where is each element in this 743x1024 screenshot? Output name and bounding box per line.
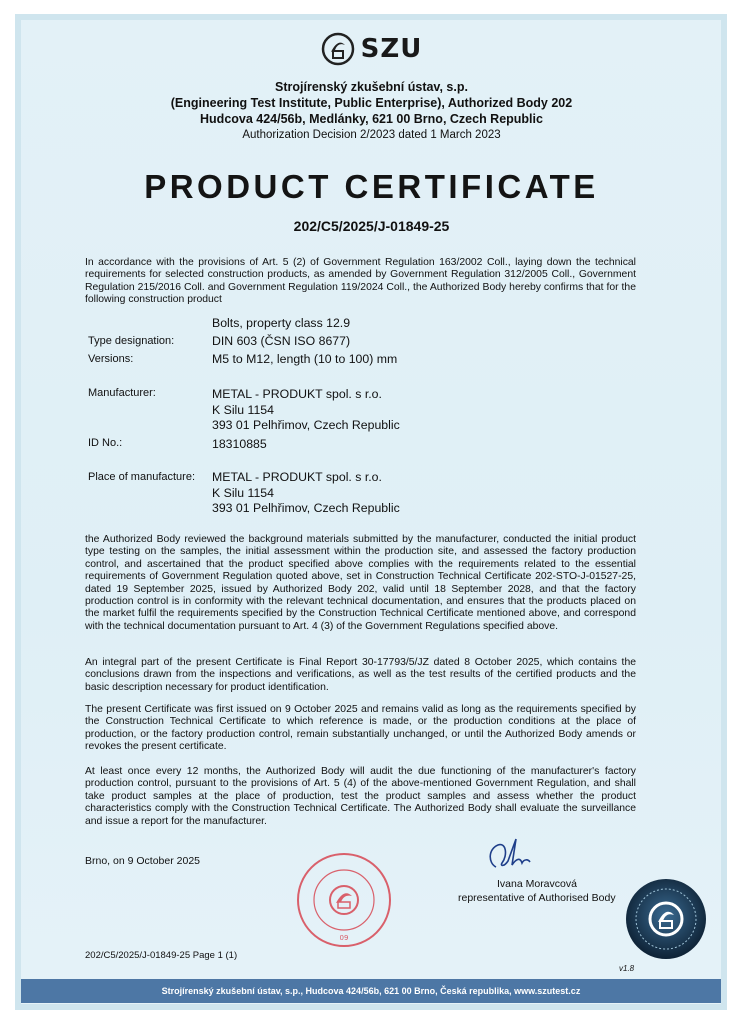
type-label: Type designation: [88, 335, 175, 347]
szu-hologram-seal [625, 878, 707, 960]
validity-paragraph: The present Certificate was first issued on 9 October 2025 and remains valid as long as the requirements specified by the Construction Technical Certificate to which reference is made, or the production conditions at the place of production, or the factory production control, remain substantially unchanged, or until the Authorized Body amends or revokes the present certificate. [85, 704, 636, 753]
place-line1: METAL - PRODUKT spol. s r.o. [212, 470, 382, 484]
page-info: 202/C5/2025/J-01849-25 Page 1 (1) [85, 950, 238, 961]
document-title: PRODUCT CERTIFICATE [144, 168, 599, 205]
footer-address: Strojírenský zkušební ústav, s.p., Hudcova 424/56b, 621 00 Brno, Česká republika, www.szutest.cz [161, 986, 581, 996]
place-label: Place of manufacture: [88, 471, 196, 483]
szu-logo [0, 32, 743, 66]
id-label: ID No.: [88, 437, 123, 449]
manufacturer-line2: K Silu 1154 [212, 403, 274, 417]
form-version: v1.8 [619, 964, 635, 973]
logo-text: SZU [360, 34, 423, 64]
manufacturer-line1: METAL - PRODUKT spol. s r.o. [212, 387, 382, 401]
handwritten-signature [482, 833, 552, 875]
assessment-paragraph: the Authorized Body reviewed the background materials submitted by the manufacturer, conducted the initial product type testing on the samples, the initial assessment within the production site, and assessed the factory production control, and ascertained that the product specified above complies with the requirements related to the essential requirements of Government Regulation quoted above, set in Construction Technical Certificate 202-STO-J-01527-25, dated 19 September 2025, issued by Authorized Body 202, valid until 18 September 2028, and that the factory production control is in conformity with the relevant technical documentation, and ensures that the products placed on the market fulfil the requirements specified by the Construction Technical Certificate mentioned above, and correspond with the technical documentation pursuant to Art. 4 (3) of the Government Regulations specified above. [85, 534, 636, 632]
signatory-role: representative of Authorised Body [458, 892, 616, 904]
surveillance-paragraph: At least once every 12 months, the Authorized Body will audit the due functioning of the manufacturer's factory production control, pursuant to the provisions of Art. 5 (4) of the above-mentioned Government Regulation, and shall take product samples at the place of production, test the product samples and assess whether the product characteristics comply with the Construction Technical Certificate. The Authorized Body shall evaluate the surveillance and issue a report for the manufacturer. [85, 766, 636, 827]
final-report-paragraph: An integral part of the present Certificate is Final Report 30-17793/5/JZ dated 8 October 2025, which contains the conclusions drawn from the inspections and verifications, as well as the test results of the certified products and the basic description necessary for product identification. [85, 657, 636, 693]
footer-bar [21, 979, 721, 1003]
authorization-decision: Authorization Decision 2/2023 dated 1 March 2023 [242, 129, 501, 141]
signatory-name: Ivana Moravcová [497, 878, 577, 890]
manufacturer-line3: 393 01 Pelhřimov, Czech Republic [212, 418, 400, 432]
place-and-date: Brno, on 9 October 2025 [85, 855, 200, 867]
manufacturer-label: Manufacturer: [88, 387, 156, 399]
id-value: 18310885 [212, 437, 267, 451]
place-line2: K Silu 1154 [212, 486, 274, 500]
issuer-description: (Engineering Test Institute, Public Enterprise), Authorized Body 202 [170, 96, 573, 110]
type-value: DIN 603 (ČSN ISO 8677) [212, 334, 351, 348]
issuer-name: Strojírenský zkušební ústav, s.p. [275, 80, 468, 94]
authorized-body-stamp [284, 850, 404, 950]
versions-value: M5 to M12, length (10 to 100) mm [212, 352, 398, 366]
place-line3: 393 01 Pelhřimov, Czech Republic [212, 501, 400, 515]
product-name: Bolts, property class 12.9 [212, 316, 351, 330]
intro-paragraph: In accordance with the provisions of Art. 5 (2) of Government Regulation 163/2002 Coll., laying down the technical requirements for selected construction products, as amended by Government Regulation 312/2005 Coll., Government Regulation 215/2016 Coll. and Government Regulation 119/2024 Coll., the Authorized Body hereby confirms that for the following construction product [85, 257, 636, 306]
szu-logo-icon [321, 32, 355, 66]
issuer-address: Hudcova 424/56b, Medlánky, 621 00 Brno, Czech Republic [200, 112, 543, 126]
stamp-number: 09 [339, 934, 349, 942]
versions-label: Versions: [88, 353, 134, 365]
certificate-number: 202/C5/2025/J-01849-25 [293, 218, 450, 234]
